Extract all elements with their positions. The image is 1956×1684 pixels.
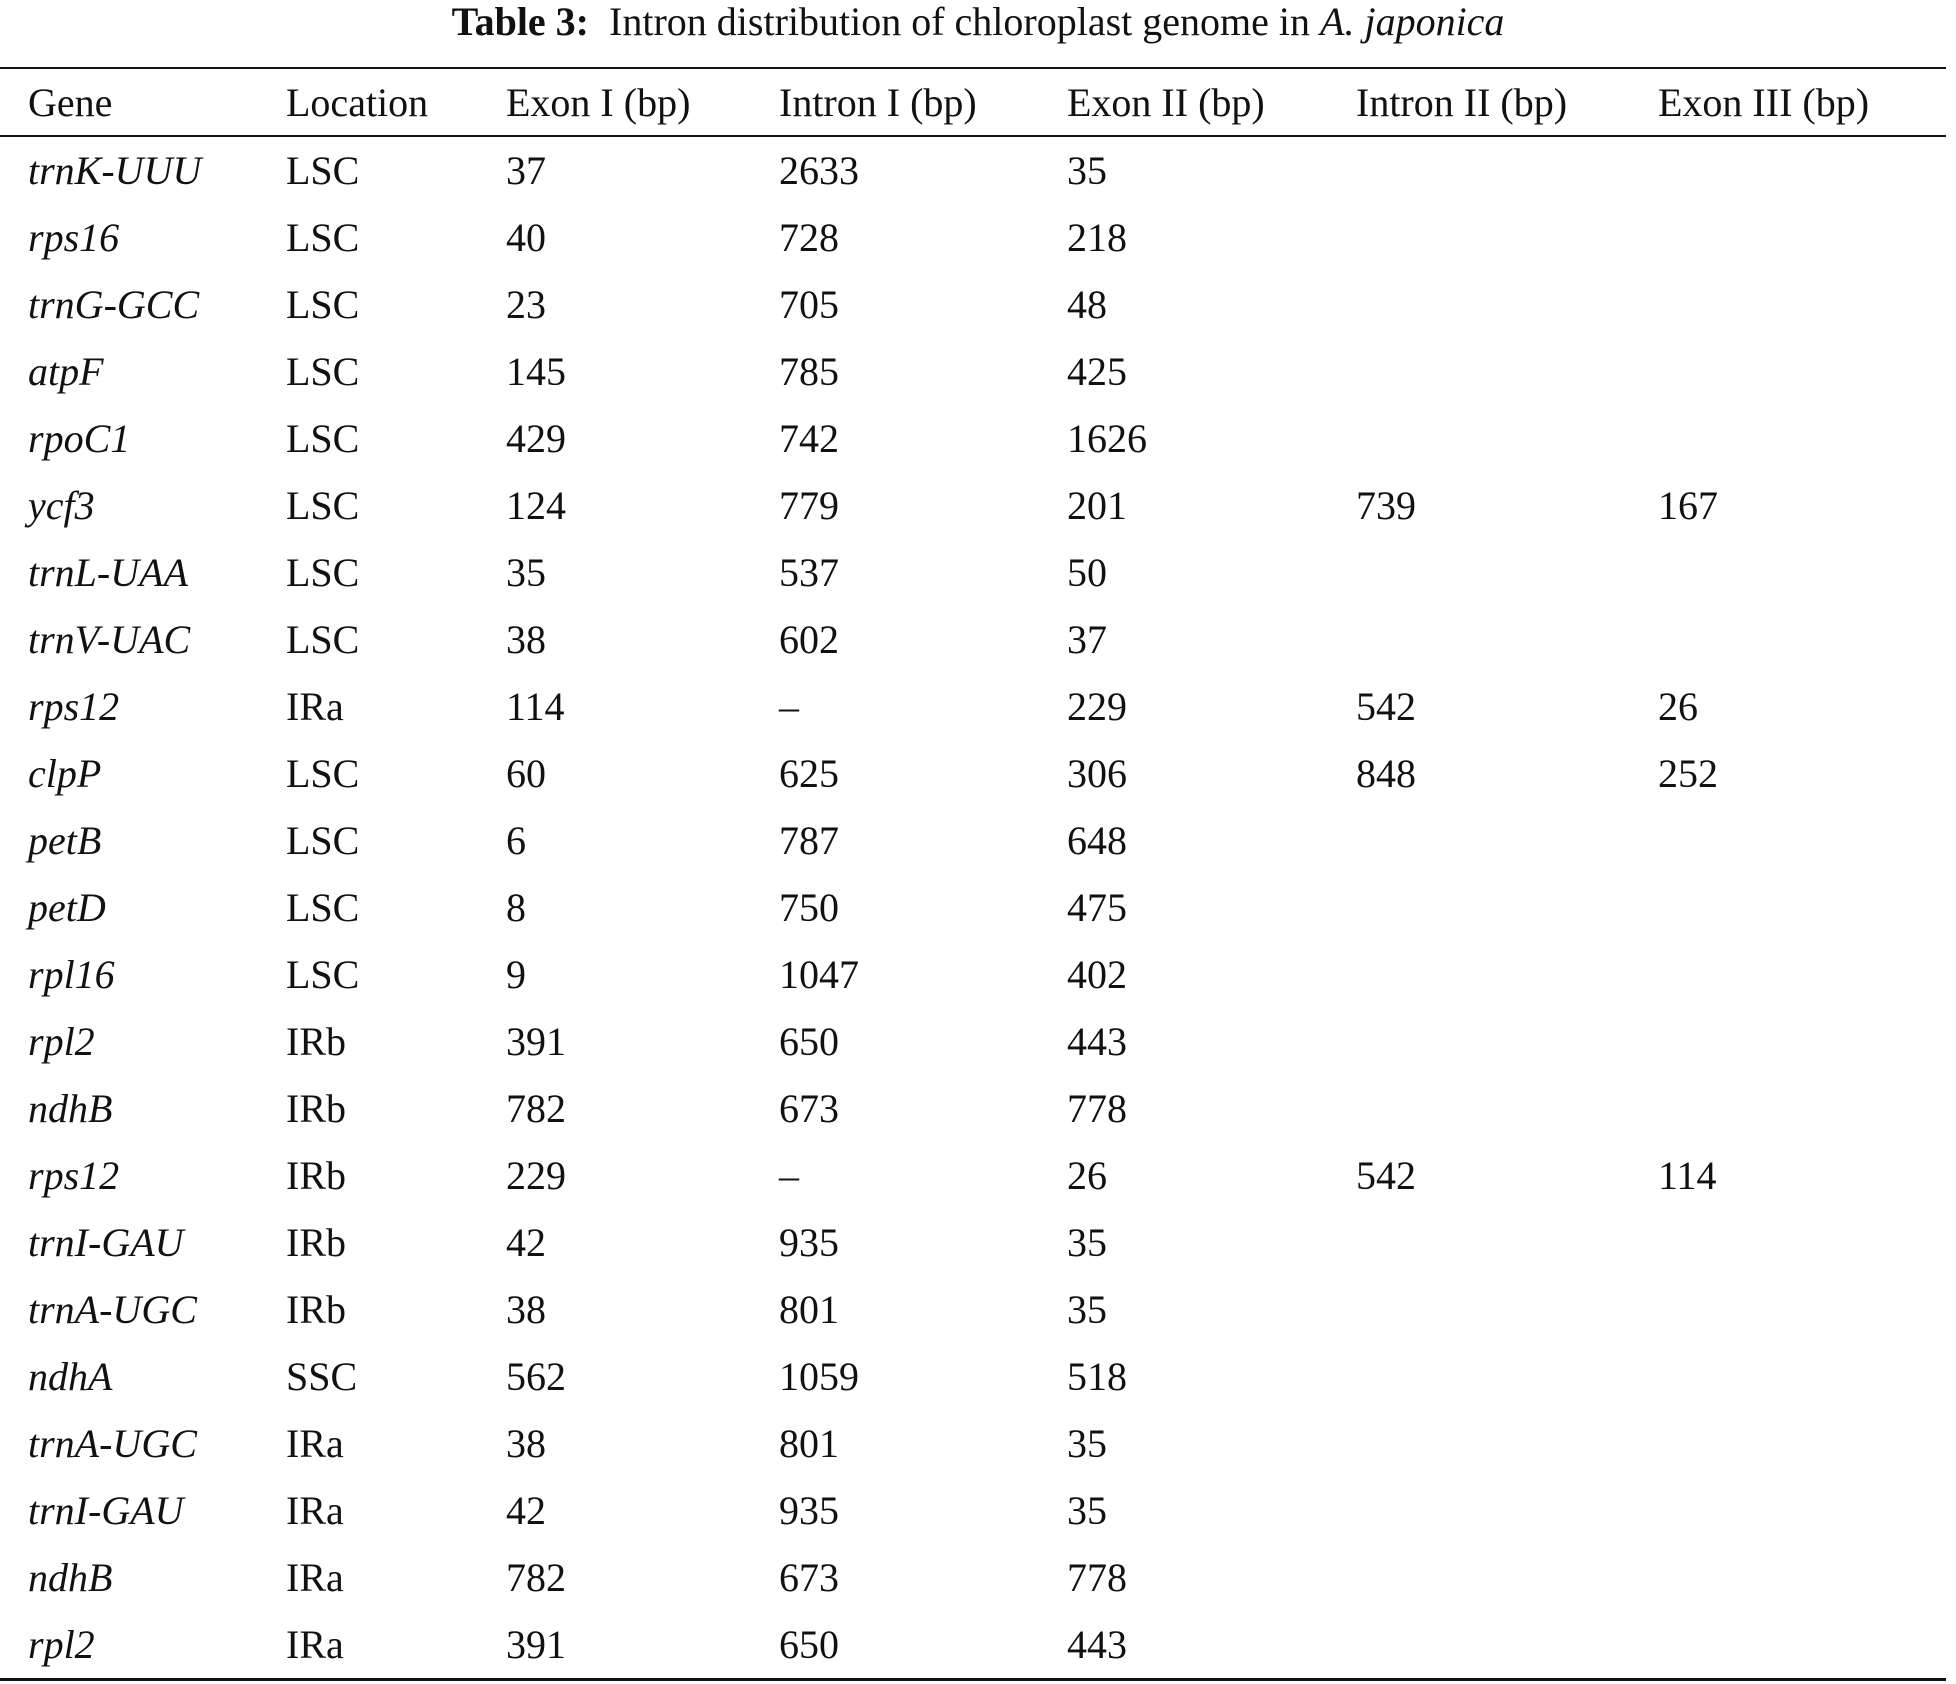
cell-gene: ndhB [28, 1086, 113, 1131]
cell-exon-1: 35 [506, 550, 546, 595]
cell-intron-1: 1047 [779, 952, 859, 997]
cell-intron-1: 779 [779, 483, 839, 528]
cell-exon-3 [1630, 1477, 1946, 1544]
cell-intron-1: 537 [779, 550, 839, 595]
cell-location: IRa [286, 1488, 344, 1533]
cell-exon-1: 114 [506, 684, 565, 729]
caption-text: Intron distribution of chloroplast genome in [609, 0, 1311, 44]
cell-intron-1: 742 [779, 416, 839, 461]
header-gene: Gene [28, 79, 113, 125]
cell-exon-2: 50 [1067, 550, 1107, 595]
cell-intron-2 [1328, 539, 1630, 606]
cell-exon-2: 402 [1067, 952, 1127, 997]
cell-exon-3: 252 [1658, 751, 1718, 796]
cell-exon-2: 306 [1067, 751, 1127, 796]
header-row [0, 69, 1946, 135]
cell-exon-3 [1630, 1209, 1946, 1276]
cell-intron-2: 848 [1356, 751, 1416, 796]
header-exon-3: Exon III (bp) [1658, 79, 1870, 125]
cell-location: LSC [286, 617, 360, 662]
cell-exon-1: 391 [506, 1622, 566, 1667]
cell-exon-2: 37 [1067, 617, 1107, 662]
cell-location: LSC [286, 483, 360, 528]
cell-exon-1: 38 [506, 1287, 546, 1332]
cell-exon-1: 391 [506, 1019, 566, 1064]
table-row [0, 1209, 1946, 1276]
table-row [0, 1410, 1946, 1477]
cell-exon-2: 35 [1067, 1421, 1107, 1466]
table-row [0, 1611, 1946, 1678]
cell-gene: rpoC1 [28, 416, 131, 461]
cell-exon-2: 443 [1067, 1019, 1127, 1064]
header-exon-1: Exon I (bp) [506, 79, 691, 125]
cell-intron-1: 2633 [779, 148, 859, 193]
cell-location: IRb [286, 1086, 346, 1131]
cell-intron-2 [1328, 204, 1630, 271]
cell-gene: rpl2 [28, 1019, 95, 1064]
cell-intron-2 [1328, 405, 1630, 472]
cell-intron-2 [1328, 1008, 1630, 1075]
cell-gene: atpF [28, 349, 104, 394]
cell-intron-1: 673 [779, 1555, 839, 1600]
cell-location: LSC [286, 148, 360, 193]
cell-intron-1: – [779, 1153, 799, 1198]
cell-exon-3: 114 [1658, 1153, 1717, 1198]
cell-location: IRa [286, 1622, 344, 1667]
table-row [0, 338, 1946, 405]
cell-gene: trnA-UGC [28, 1421, 197, 1466]
cell-location: LSC [286, 215, 360, 260]
cell-gene: petD [28, 885, 106, 930]
cell-gene: rps12 [28, 1153, 120, 1198]
caption-label: Table 3: [451, 0, 590, 44]
cell-intron-2 [1328, 1477, 1630, 1544]
cell-gene: trnL-UAA [28, 550, 188, 595]
cell-gene: trnV-UAC [28, 617, 191, 662]
cell-exon-1: 40 [506, 215, 546, 260]
cell-exon-2: 229 [1067, 684, 1127, 729]
table-row [0, 271, 1946, 338]
cell-gene: rps16 [28, 215, 120, 260]
table-row [0, 1142, 1946, 1209]
cell-exon-3 [1630, 338, 1946, 405]
table-row [0, 1276, 1946, 1343]
cell-gene: rpl16 [28, 952, 115, 997]
cell-exon-3 [1630, 1276, 1946, 1343]
table-row [0, 807, 1946, 874]
cell-location: LSC [286, 550, 360, 595]
cell-gene: clpP [28, 751, 102, 796]
cell-exon-2: 1626 [1067, 416, 1147, 461]
cell-gene: trnA-UGC [28, 1287, 197, 1332]
cell-intron-2: 542 [1356, 684, 1416, 729]
table-row [0, 1343, 1946, 1410]
cell-exon-1: 145 [506, 349, 566, 394]
cell-location: LSC [286, 952, 360, 997]
cell-gene: trnG-GCC [28, 282, 200, 327]
cell-intron-2 [1328, 1343, 1630, 1410]
cell-exon-2: 648 [1067, 818, 1127, 863]
cell-exon-3 [1630, 1611, 1946, 1678]
table-row [0, 740, 1946, 807]
cell-location: SSC [286, 1354, 358, 1399]
cell-exon-1: 782 [506, 1555, 566, 1600]
cell-exon-2: 48 [1067, 282, 1107, 327]
cell-exon-2: 778 [1067, 1086, 1127, 1131]
cell-exon-3 [1630, 204, 1946, 271]
cell-intron-2 [1328, 1209, 1630, 1276]
cell-exon-3 [1630, 1544, 1946, 1611]
cell-exon-1: 782 [506, 1086, 566, 1131]
cell-intron-2 [1328, 271, 1630, 338]
cell-location: LSC [286, 282, 360, 327]
cell-intron-1: 785 [779, 349, 839, 394]
cell-exon-3: 26 [1658, 684, 1698, 729]
cell-exon-3 [1630, 1075, 1946, 1142]
cell-exon-3 [1630, 1343, 1946, 1410]
cell-exon-3 [1630, 1008, 1946, 1075]
cell-intron-2 [1328, 1276, 1630, 1343]
cell-exon-2: 218 [1067, 215, 1127, 260]
cell-exon-3 [1630, 941, 1946, 1008]
cell-location: LSC [286, 751, 360, 796]
cell-exon-2: 475 [1067, 885, 1127, 930]
cell-intron-2 [1328, 1544, 1630, 1611]
cell-exon-2: 778 [1067, 1555, 1127, 1600]
cell-location: IRb [286, 1153, 346, 1198]
cell-gene: petB [28, 818, 102, 863]
cell-exon-1: 562 [506, 1354, 566, 1399]
cell-exon-2: 35 [1067, 148, 1107, 193]
cell-location: IRb [286, 1019, 346, 1064]
cell-exon-1: 124 [506, 483, 566, 528]
cell-intron-2 [1328, 1611, 1630, 1678]
cell-intron-2 [1328, 135, 1630, 204]
table-row [0, 472, 1946, 539]
cell-exon-1: 42 [506, 1220, 546, 1265]
cell-exon-1: 37 [506, 148, 546, 193]
cell-location: IRb [286, 1220, 346, 1265]
cell-intron-1: 801 [779, 1287, 839, 1332]
cell-exon-1: 42 [506, 1488, 546, 1533]
cell-intron-1: 750 [779, 885, 839, 930]
cell-exon-1: 23 [506, 282, 546, 327]
cell-intron-1: 787 [779, 818, 839, 863]
header-intron-2: Intron II (bp) [1356, 79, 1568, 125]
cell-intron-1: 935 [779, 1220, 839, 1265]
table-row [0, 941, 1946, 1008]
cell-exon-1: 6 [506, 818, 526, 863]
cell-location: IRb [286, 1287, 346, 1332]
table-row [0, 1544, 1946, 1611]
cell-intron-2 [1328, 1075, 1630, 1142]
cell-intron-1: 602 [779, 617, 839, 662]
cell-exon-3 [1630, 807, 1946, 874]
cell-intron-1: 673 [779, 1086, 839, 1131]
cell-intron-2: 739 [1356, 483, 1416, 528]
table-row [0, 1477, 1946, 1544]
cell-gene: rps12 [28, 684, 120, 729]
cell-intron-1: 935 [779, 1488, 839, 1533]
header-intron-1: Intron I (bp) [779, 79, 977, 125]
cell-location: LSC [286, 818, 360, 863]
cell-exon-3 [1630, 1410, 1946, 1477]
cell-intron-1: 801 [779, 1421, 839, 1466]
cell-exon-3 [1630, 606, 1946, 673]
table-row [0, 135, 1946, 204]
table-row [0, 1008, 1946, 1075]
cell-location: IRa [286, 1421, 344, 1466]
cell-intron-1: 728 [779, 215, 839, 260]
cell-gene: rpl2 [28, 1622, 95, 1667]
cell-exon-1: 8 [506, 885, 526, 930]
cell-exon-3 [1630, 271, 1946, 338]
header-exon-2: Exon II (bp) [1067, 79, 1265, 125]
cell-intron-1: 705 [779, 282, 839, 327]
table-row [0, 874, 1946, 941]
table-body [0, 135, 1946, 1678]
cell-exon-3 [1630, 539, 1946, 606]
cell-exon-3 [1630, 874, 1946, 941]
cell-intron-1: 625 [779, 751, 839, 796]
table-row [0, 405, 1946, 472]
table-bottom-rule [0, 1678, 1946, 1681]
cell-exon-2: 201 [1067, 483, 1127, 528]
cell-gene: trnK-UUU [28, 148, 202, 193]
table-caption [0, 0, 1956, 44]
table-header [0, 69, 1946, 135]
table-row [0, 1075, 1946, 1142]
cell-exon-1: 38 [506, 617, 546, 662]
cell-exon-3 [1630, 405, 1946, 472]
cell-exon-2: 35 [1067, 1220, 1107, 1265]
cell-exon-1: 229 [506, 1153, 566, 1198]
table-row [0, 539, 1946, 606]
cell-gene: trnI-GAU [28, 1220, 184, 1265]
table-row [0, 673, 1946, 740]
header-location: Location [286, 79, 429, 125]
intron-distribution-table [0, 69, 1946, 1678]
caption-species: A. japonica [1320, 0, 1505, 44]
cell-intron-1: 1059 [779, 1354, 859, 1399]
cell-intron-2 [1328, 338, 1630, 405]
cell-exon-1: 429 [506, 416, 566, 461]
cell-location: LSC [286, 885, 360, 930]
cell-exon-1: 9 [506, 952, 526, 997]
cell-intron-1: – [779, 684, 799, 729]
cell-intron-2 [1328, 941, 1630, 1008]
cell-exon-3: 167 [1658, 483, 1718, 528]
cell-exon-1: 38 [506, 1421, 546, 1466]
cell-intron-2 [1328, 874, 1630, 941]
cell-location: IRa [286, 684, 344, 729]
cell-gene: trnI-GAU [28, 1488, 184, 1533]
cell-exon-2: 26 [1067, 1153, 1107, 1198]
cell-intron-2 [1328, 807, 1630, 874]
cell-exon-1: 60 [506, 751, 546, 796]
cell-exon-3 [1630, 135, 1946, 204]
cell-exon-2: 518 [1067, 1354, 1127, 1399]
cell-intron-1: 650 [779, 1622, 839, 1667]
cell-intron-2 [1328, 606, 1630, 673]
table-row [0, 606, 1946, 673]
table-row [0, 204, 1946, 271]
cell-exon-2: 443 [1067, 1622, 1127, 1667]
cell-exon-2: 35 [1067, 1488, 1107, 1533]
cell-location: LSC [286, 349, 360, 394]
cell-gene: ndhB [28, 1555, 113, 1600]
cell-gene: ndhA [28, 1354, 113, 1399]
cell-gene: ycf3 [28, 483, 95, 528]
cell-location: IRa [286, 1555, 344, 1600]
cell-intron-2: 542 [1356, 1153, 1416, 1198]
cell-exon-2: 425 [1067, 349, 1127, 394]
cell-location: LSC [286, 416, 360, 461]
cell-intron-1: 650 [779, 1019, 839, 1064]
cell-intron-2 [1328, 1410, 1630, 1477]
cell-exon-2: 35 [1067, 1287, 1107, 1332]
